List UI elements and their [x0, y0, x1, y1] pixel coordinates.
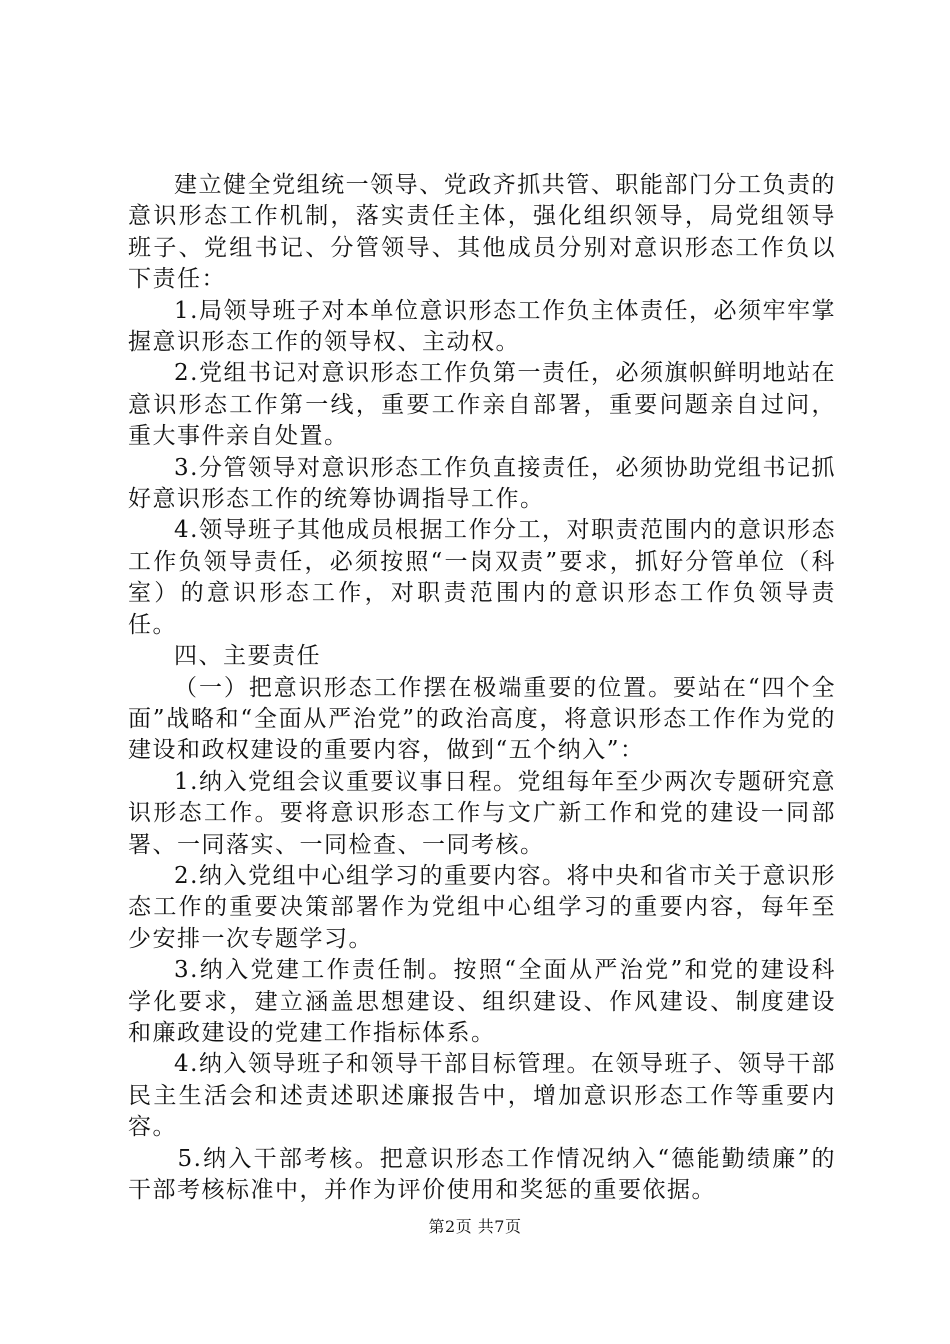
paragraph-inclusion-3: 3.纳入党建工作责任制。按照“全面从严治党”和党的建设科学化要求，建立涵盖思想建设、组织建设、作风建设、制度建设和廉政建设的党建工作指标体系。: [128, 957, 836, 1046]
page-indicator: 第2页 共7页: [428, 1217, 522, 1236]
paragraph-item-4: 4.领导班子其他成员根据工作分工，对职责范围内的意识形态工作负领导责任，必须按照“一岗双责”要求，抓好分管单位（科室）的意识形态工作，对职责范围内的意识形态工作负领导责任。: [128, 517, 836, 638]
document-body: [128, 170, 836, 1206]
paragraph-inclusion-5: 5.纳入干部考核。把意识形态工作情况纳入“德能勤绩廉”的干部考核标准中，并作为评价使用和奖惩的重要依据。: [128, 1145, 836, 1203]
paragraph-item-1: 1.局领导班子对本单位意识形态工作负主体责任，必须牢牢掌握意识形态工作的领导权、主动权。: [128, 297, 836, 356]
paragraph-item-3: 3.分管领导对意识形态工作负直接责任，必须协助党组书记抓好意识形态工作的统筹协调指导工作。: [128, 454, 836, 513]
paragraph-inclusion-4: 4.纳入领导班子和领导干部目标管理。在领导班子、领导干部民主生活会和述责述职述廉报告中，增加意识形态工作等重要内容。: [128, 1051, 836, 1141]
section-heading: 四、主要责任: [174, 643, 321, 670]
paragraph-inclusion-1: 1.纳入党组会议重要议事日程。党组每年至少两次专题研究意识形态工作。要将意识形态工作与文广新工作和党的建设一同部署、一同落实、一同检查、一同考核。: [128, 768, 836, 858]
paragraph-inclusion-2: 2.纳入党组中心组学习的重要内容。将中央和省市关于意识形态工作的重要决策部署作为党组中心组学习的重要内容，每年至少安排一次专题学习。: [128, 862, 836, 952]
paragraph-intro: 建立健全党组统一领导、党政齐抓共管、职能部门分工负责的意识形态工作机制，落实责任主体，强化组织领导，局党组领导班子、党组书记、分管领导、其他成员分别对意识形态工作负以下责任：: [128, 172, 836, 293]
paragraph-item-2: 2.党组书记对意识形态工作负第一责任，必须旗帜鲜明地站在意识形态工作第一线，重要工作亲自部署，重要问题亲自过问，重大事件亲自处置。: [128, 360, 836, 450]
subsection-heading: （一）把意识形态工作摆在极端重要的位置。要站在“四个全面”战略和“全面从严治党”的政治高度，将意识形态工作作为党的建设和政权建设的重要内容，做到“五个纳入”：: [128, 674, 836, 764]
